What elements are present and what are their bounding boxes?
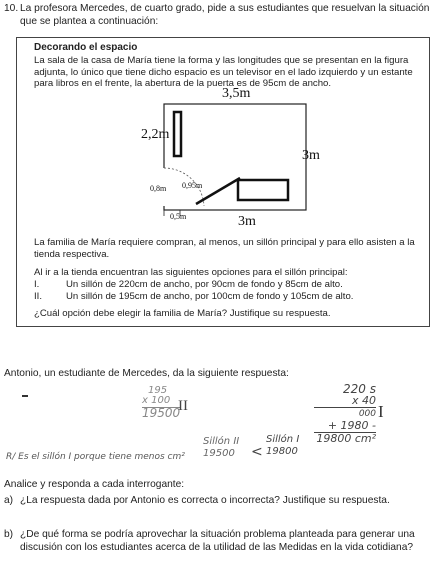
option-2-text: Un sillón de 195cm de ancho, por 100cm de fondo y 105cm de alto. [66, 291, 354, 302]
calc-left-3: 19500 [142, 406, 181, 420]
label-door-width: 0,95m [182, 181, 203, 190]
compare-left-label: Sillón II [203, 436, 240, 447]
analysis-intro: Analice y responda a cada interrogante: [4, 479, 185, 490]
calc-left [142, 386, 180, 418]
student-answer-intro: Antonio, un estudiante de Mercedes, da la siguiente respuesta: [4, 368, 289, 379]
calc-right-2: x 40 [351, 394, 376, 407]
label-door-offset-left: 0,8m [150, 184, 167, 193]
compare-right [266, 434, 299, 458]
calc-left-2: x 100 [142, 395, 171, 406]
problem-title: Decorando el espacio [34, 42, 138, 53]
calc-right-mark: I [378, 402, 384, 421]
analysis-item-a [4, 494, 432, 507]
question-text: La profesora Mercedes, de cuarto grado, pide a sus estudiantes que resuelvan la situación que se plantea a continuación: [20, 3, 430, 27]
compare-sign: < [251, 444, 263, 460]
calc-right-4: + 1980 - [327, 419, 376, 432]
analysis-item-a-text: ¿La respuesta dada por Antonio es correcta o incorrecta? Justifique su respuesta. [20, 495, 390, 506]
analysis-item-b-text: ¿De qué forma se podría aprovechar la situación problema planteada para generar una discusión con los estudiantes acerca de la utilidad de las Medidas en la vida cotidiana? [20, 529, 415, 553]
problem-need: La familia de María requiere compran, al menos, un sillón principal y para ello asisten a la tienda respectiva. [34, 237, 415, 260]
tv-shape [174, 112, 181, 156]
label-bottom-width: 3m [238, 214, 256, 229]
calc-right-3: 000 [314, 407, 376, 420]
calc-right-5: 19800 cm² [314, 432, 376, 445]
label-right-height: 3m [302, 148, 320, 163]
compare-right-label: Sillón I [266, 434, 300, 445]
problem-question: ¿Cuál opción debe elegir la familia de María? Justifique su respuesta. [34, 308, 331, 319]
hand-dash [22, 395, 28, 397]
floor-plan-figure [130, 84, 330, 234]
calc-right [314, 383, 376, 445]
bookshelf-shape [238, 180, 288, 200]
calc-right-1: 220 s [343, 382, 376, 396]
analysis-item-b [4, 528, 432, 554]
door-leaf [196, 178, 240, 204]
room-outline [164, 104, 306, 210]
compare-left [203, 436, 239, 460]
label-tv-length: 2,2m [141, 127, 170, 142]
analysis-item-b-label: b) [4, 529, 14, 540]
option-2-label: II. [34, 291, 42, 302]
label-door-offset-bottom: 0,5m [170, 212, 187, 221]
option-1-text: Un sillón de 220cm de ancho, por 90cm de fondo y 85cm de alto. [66, 279, 343, 290]
problem-intro: La sala de la casa de María tiene la forma y las longitudes que se presentan en la figura adjunta, lo único que tiene dicho espacio es un televisor en el lado izquierdo y un estante para libros en el frente, la abertura de la puerta es de 95cm de ancho. [34, 55, 413, 90]
calc-left-mark: II [178, 398, 188, 414]
analysis-item-a-label: a) [4, 495, 14, 506]
compare-left-value: 19500 [203, 448, 235, 459]
option-1-label: I. [34, 279, 40, 290]
calc-left-1: 195 [148, 385, 168, 396]
problem-store: Al ir a la tienda encuentran las siguientes opciones para el sillón principal: [34, 267, 348, 278]
compare-right-value: 19800 [266, 446, 298, 457]
question-header [4, 2, 432, 28]
label-top-width: 3,5m [222, 86, 251, 101]
student-conclusion: R/ Es el sillón I porque tiene menos cm² [6, 452, 185, 462]
question-number: 10. [4, 3, 19, 14]
